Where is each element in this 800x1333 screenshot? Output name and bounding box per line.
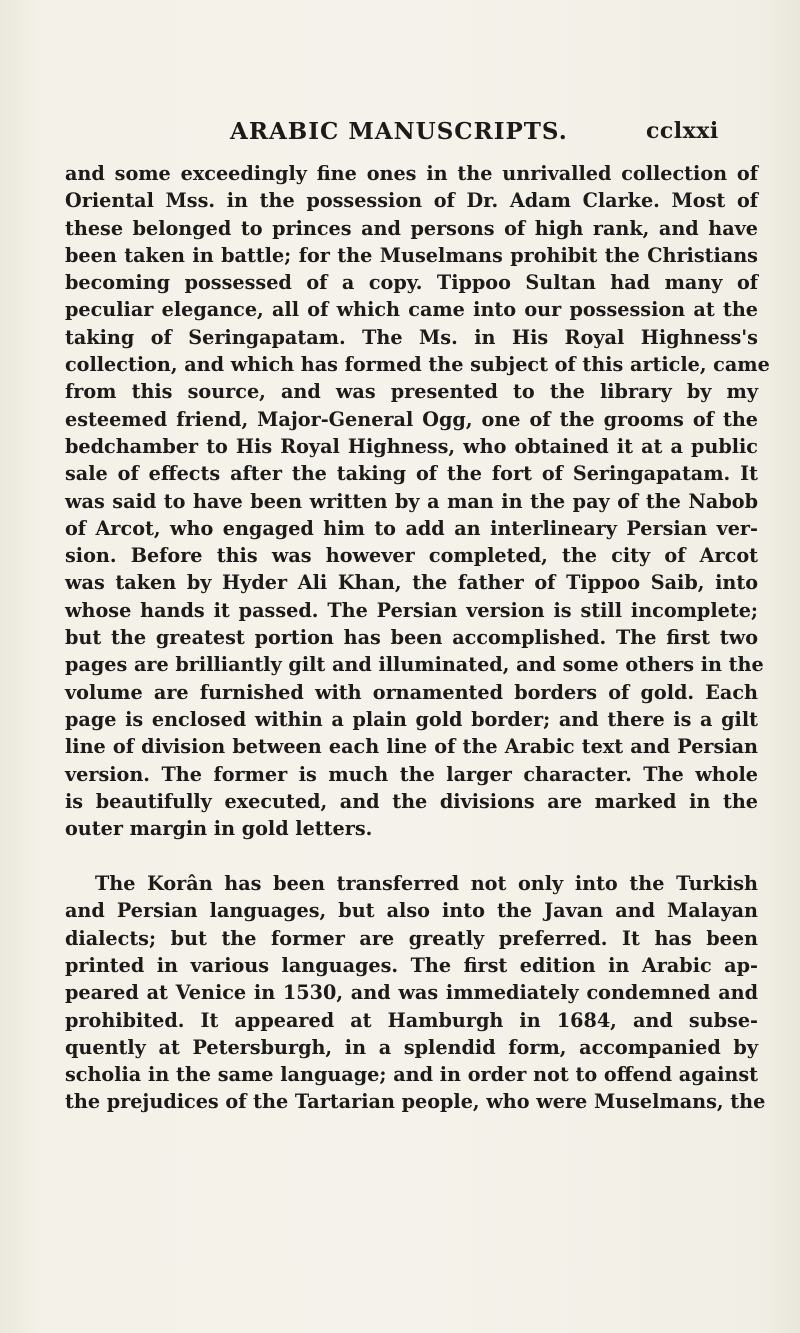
paragraph-2	[65, 870, 766, 1116]
running-head	[220, 118, 780, 158]
text-line: printed in various languages. The first edition in Arabic ap-	[65, 954, 758, 977]
text-line: quently at Petersburgh, in a splendid form, accompanied by	[65, 1035, 758, 1059]
text-line: peared at Venice in 1530, and was immediately condemned and	[65, 981, 758, 1005]
text-line: of Arcot, who engaged him to add an interlineary Persian ver-	[65, 516, 758, 540]
text-line: and Persian languages, but also into the Javan and Malayan	[65, 899, 758, 923]
page-number: cclxxi	[646, 118, 719, 144]
text-line: outer margin in gold letters.	[65, 817, 373, 841]
text-line: taking of Seringapatam. The Ms. in His Royal Highness's	[65, 325, 758, 349]
running-title: ARABIC MANUSCRIPTS.	[230, 118, 568, 145]
text-line: was said to have been written by a man in the pay of the Nabob	[65, 489, 758, 513]
text-line: volume are furnished with ornamented borders of gold. Each	[65, 680, 758, 704]
text-line: prohibited. It appeared at Hamburgh in 1684, and subse-	[65, 1008, 758, 1032]
text-line: dialects; but the former are greatly preferred. It has been	[65, 926, 758, 950]
text-line: becoming possessed of a copy. Tippoo Sultan had many of	[65, 271, 758, 295]
text-line: The Korân has been transferred not only into the Turkish	[95, 872, 758, 896]
text-line: the prejudices of the Tartarian people, who were Muselmans, the	[65, 1090, 766, 1114]
text-line: pages are brilliantly gilt and illuminated, and some others in the	[65, 653, 764, 677]
text-line: these belonged to princes and persons of high rank, and have	[65, 216, 758, 240]
text-line: whose hands it passed. The Persian version is still incomplete;	[65, 598, 758, 622]
text-line: esteemed friend, Major-General Ogg, one of the grooms of the	[65, 407, 758, 431]
text-line: version. The former is much the larger character. The whole	[65, 762, 758, 786]
text-line: is beautifully executed, and the divisions are marked in the	[65, 789, 758, 813]
text-line: but the greatest portion has been accomplished. The first two	[65, 626, 758, 650]
body-text	[65, 160, 770, 1116]
text-line: peculiar elegance, all of which came into our possession at the	[65, 298, 758, 322]
text-line: was taken by Hyder Ali Khan, the father of Tippoo Saib, into	[65, 571, 758, 595]
text-line: and some exceedingly fine ones in the unrivalled collection of	[65, 162, 758, 185]
paragraph-1	[65, 160, 770, 842]
text-line: page is enclosed within a plain gold border; and there is a gilt	[65, 707, 758, 731]
text-line: line of division between each line of the Arabic text and Persian	[65, 735, 758, 759]
text-line: sale of effects after the taking of the fort of Seringapatam. It	[65, 462, 758, 486]
text-line: scholia in the same language; and in order not to offend against	[65, 1063, 758, 1087]
paragraph-gap	[65, 842, 758, 870]
text-line: Oriental Mss. in the possession of Dr. Adam Clarke. Most of	[65, 189, 758, 213]
text-line: from this source, and was presented to the library by my	[65, 380, 758, 404]
text-line: collection, and which has formed the subject of this article, came	[65, 353, 770, 377]
text-line: sion. Before this was however completed, the city of Arcot	[65, 544, 758, 568]
text-line: bedchamber to His Royal Highness, who obtained it at a public	[65, 434, 758, 458]
text-line: been taken in battle; for the Muselmans prohibit the Christians	[65, 243, 758, 267]
